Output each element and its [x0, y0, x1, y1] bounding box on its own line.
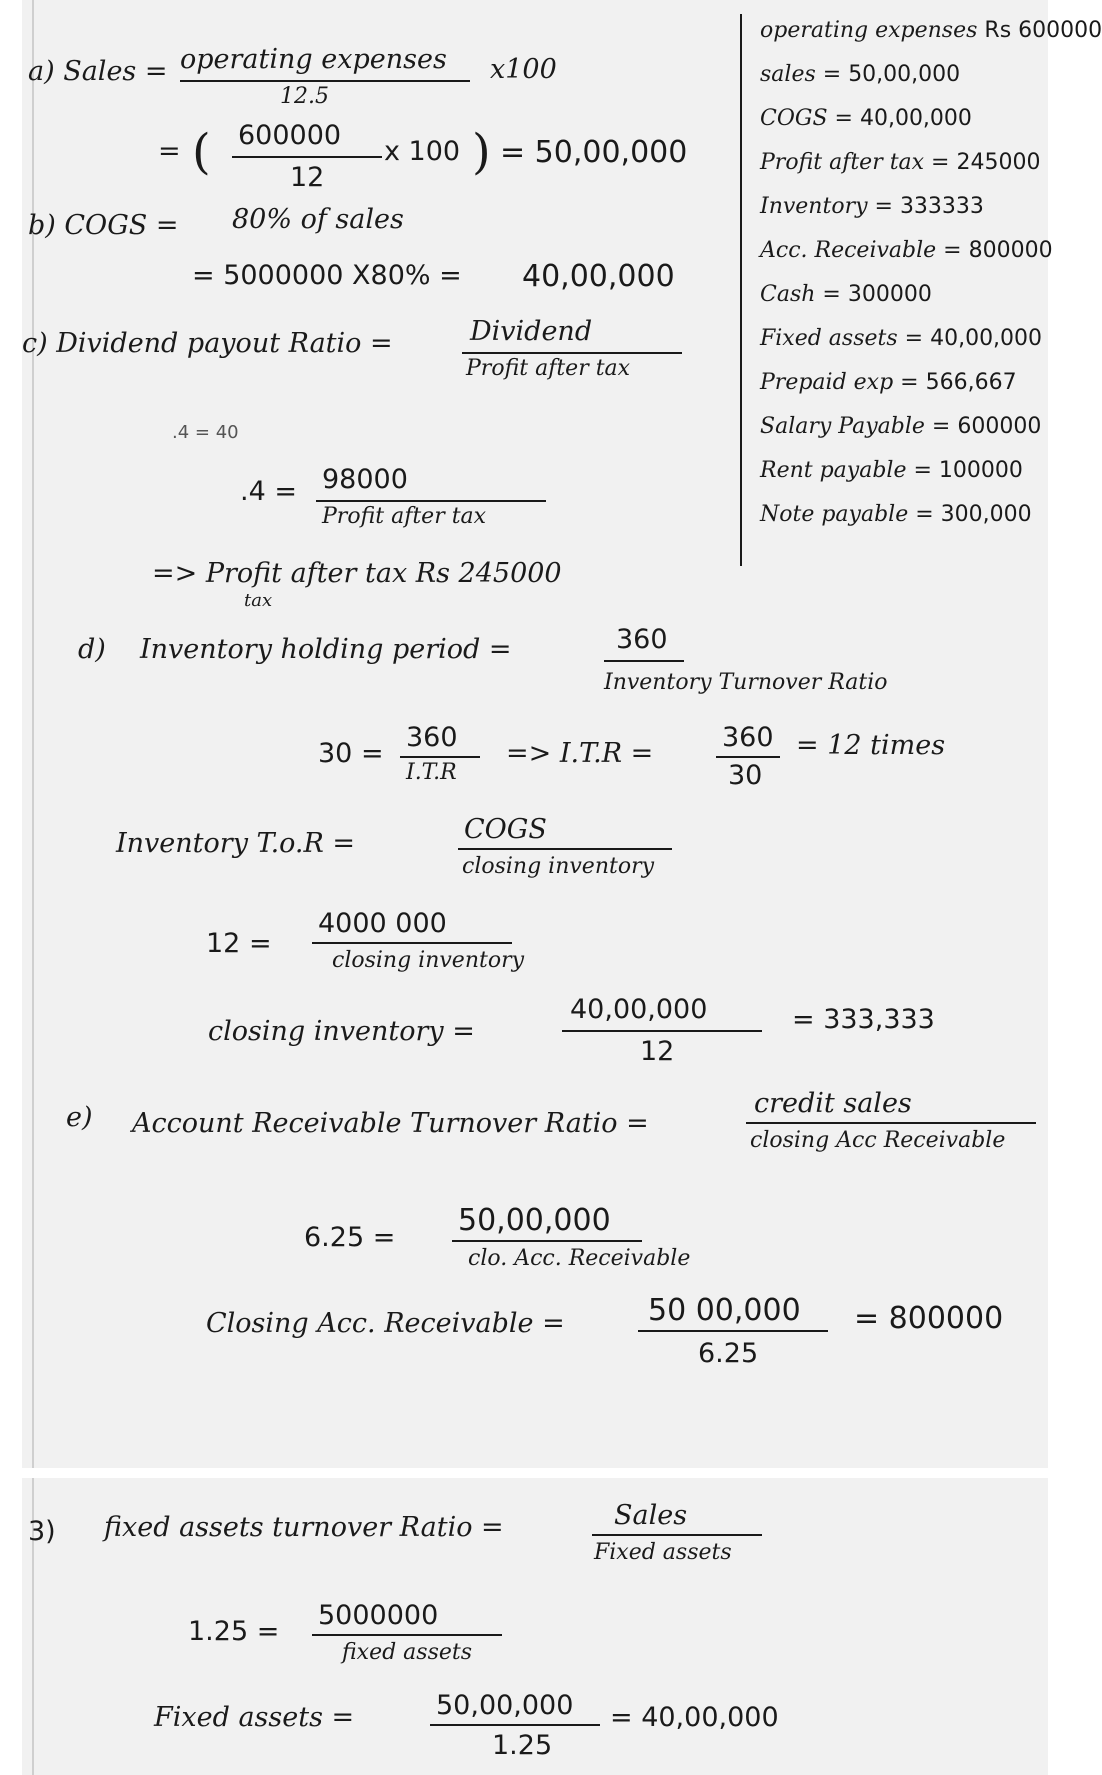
summary-item-label: Inventory = — [760, 194, 893, 219]
part-e-line3-denominator: 6.25 — [698, 1338, 759, 1369]
summary-item-label: Rent payable = — [760, 458, 932, 483]
summary-item — [760, 504, 1032, 526]
part-e-line3-lhs: Closing Acc. Receivable = — [206, 1308, 565, 1339]
part-d-line2-lhs: 30 = — [318, 738, 384, 769]
part-e-line2-numerator: 50,00,000 — [458, 1203, 611, 1238]
part-d-line5-bar — [562, 1030, 762, 1032]
part-a-numerator: operating expenses — [180, 44, 447, 75]
summary-item — [760, 152, 1040, 174]
part-3-line3-numerator: 50,00,000 — [436, 1690, 574, 1721]
summary-item — [760, 416, 1041, 438]
summary-divider — [740, 14, 742, 566]
summary-item-value: 600000 — [957, 414, 1042, 439]
part-b-text: 80% of sales — [232, 204, 404, 235]
part-a-line2-multiplier: x 100 — [384, 136, 461, 167]
part-d-line3-denominator: closing inventory — [462, 854, 655, 879]
part-3-line3-bar — [430, 1724, 600, 1726]
part-c-numerator: Dividend — [470, 316, 593, 347]
summary-item-label: Acc. Receivable = — [760, 238, 962, 263]
part-d-line4-numerator: 4000 000 — [318, 908, 447, 939]
part-e-line1-numerator: credit sales — [754, 1088, 912, 1119]
summary-item-value: 50,00,000 — [848, 62, 961, 87]
part-d-line4-denominator: closing inventory — [332, 948, 525, 973]
part-d-line3-numerator: COGS — [464, 814, 547, 845]
part-a-denominator: 12.5 — [280, 84, 329, 109]
summary-item — [760, 328, 1042, 350]
summary-item-value: 300,000 — [940, 502, 1032, 527]
part-b-calc: = 5000000 X80% = — [192, 260, 462, 291]
part-e-line2-denominator: clo. Acc. Receivable — [468, 1246, 691, 1271]
summary-item — [760, 372, 1017, 394]
part-a-close-paren: ) — [472, 124, 491, 180]
part-d-line5-denominator: 12 — [640, 1036, 675, 1067]
summary-item-label: Profit after tax = — [760, 150, 950, 175]
part-e-line1-denominator: closing Acc Receivable — [750, 1128, 1006, 1153]
part-3-line2-numerator: 5000000 — [318, 1600, 439, 1631]
part-d-line3-lhs: Inventory T.o.R = — [116, 828, 356, 859]
part-3-line2-denominator: fixed assets — [342, 1640, 473, 1665]
part-a-line2-bar — [232, 156, 382, 158]
part-d-line4-lhs: 12 = — [206, 928, 272, 959]
summary-item-value: 566,667 — [925, 370, 1017, 395]
summary-item-value: 800000 — [968, 238, 1053, 263]
part-d-label: d) — [78, 634, 106, 665]
part-d-line3-bar — [458, 848, 672, 850]
part-d-line2-bar — [400, 756, 480, 758]
summary-item — [760, 64, 960, 86]
part-e-line1-lhs: Account Receivable Turnover Ratio = — [132, 1108, 649, 1139]
part-a-multiplier: x100 — [490, 54, 557, 85]
summary-item-value: 333333 — [899, 194, 984, 219]
part-e-line2-bar — [452, 1240, 642, 1242]
part-3-line3-lhs: Fixed assets = — [154, 1702, 355, 1733]
part-d-line1-lhs: Inventory holding period = — [140, 634, 512, 665]
part-e-line3-bar — [638, 1330, 828, 1332]
summary-item-label: COGS = — [760, 106, 853, 131]
part-c-line2-bar — [316, 500, 546, 502]
summary-item-value: 100000 — [938, 458, 1023, 483]
notebook-page-2 — [22, 1478, 1048, 1775]
part-a-line2-denominator: 12 — [290, 162, 325, 193]
part-c-line2-lhs: .4 = — [240, 476, 297, 507]
summary-item — [760, 20, 1102, 42]
part-3-line1-bar — [592, 1534, 762, 1536]
part-3-line3-result: = 40,00,000 — [610, 1702, 779, 1733]
part-c-label: c) Dividend payout Ratio = — [22, 328, 393, 359]
summary-item-label: Salary Payable = — [760, 414, 951, 439]
part-d-line2-numerator: 360 — [406, 722, 458, 753]
part-d-line2-denominator: I.T.R — [406, 760, 457, 785]
part-c-tax-subscript: tax — [244, 590, 273, 611]
part-a-open-paren: ( — [192, 124, 211, 180]
part-a-line2-numerator: 600000 — [238, 120, 342, 151]
part-a-label: a) Sales = — [28, 56, 168, 87]
part-d-line5-numerator: 40,00,000 — [570, 994, 708, 1025]
part-d-line2-numerator2: 360 — [722, 722, 774, 753]
part-b-result: 40,00,000 — [522, 259, 675, 294]
part-3-line1-numerator: Sales — [614, 1500, 688, 1531]
part-a-fraction-bar — [180, 80, 470, 82]
summary-item-label: Fixed assets = — [760, 326, 924, 351]
part-d-line2-mid: => I.T.R = — [506, 738, 654, 769]
summary-item — [760, 108, 972, 130]
part-c-fraction-bar — [462, 352, 682, 354]
part-e-line3-numerator: 50 00,000 — [648, 1293, 801, 1328]
summary-item-value: 245000 — [956, 150, 1041, 175]
part-e-line2-lhs: 6.25 = — [304, 1222, 396, 1253]
part-3-line2-bar — [312, 1634, 502, 1636]
summary-item-label: Cash = — [760, 282, 841, 307]
summary-item-value: Rs 600000 — [984, 18, 1102, 43]
part-d-line5-lhs: closing inventory = — [208, 1016, 475, 1047]
part-e-line3-result: = 800000 — [854, 1301, 1004, 1336]
summary-item — [760, 240, 1053, 262]
summary-item-value: 300000 — [847, 282, 932, 307]
part-d-line1-denominator: Inventory Turnover Ratio — [604, 670, 888, 695]
part-d-line5-result: = 333,333 — [792, 1004, 935, 1035]
part-d-line1-bar — [604, 660, 684, 662]
part-d-line2-denominator2: 30 — [728, 760, 763, 791]
summary-item — [760, 460, 1023, 482]
summary-item-label: operating expenses — [760, 18, 978, 43]
summary-item-label: Prepaid exp = — [760, 370, 919, 395]
part-c-scratch: .4 = 40 — [172, 422, 239, 443]
summary-item — [760, 196, 984, 218]
part-3-label: 3) — [28, 1516, 56, 1547]
part-d-line2-bar2 — [716, 756, 780, 758]
summary-item-label: Note payable = — [760, 502, 934, 527]
part-a-result: = 50,00,000 — [500, 135, 688, 170]
summary-item-value: 40,00,000 — [930, 326, 1043, 351]
part-c-profit-after-tax: => Profit after tax Rs 245000 — [152, 558, 562, 589]
part-b-label: b) COGS = — [28, 210, 179, 241]
part-d-line1-numerator: 360 — [616, 624, 668, 655]
part-3-line3-denominator: 1.25 — [492, 1730, 553, 1761]
part-a-equals: = — [158, 136, 181, 167]
part-d-line2-result: = 12 times — [796, 730, 946, 761]
part-3-line1-denominator: Fixed assets — [594, 1540, 732, 1565]
summary-item — [760, 284, 932, 306]
part-3-line2-lhs: 1.25 = — [188, 1616, 280, 1647]
notebook-page-1 — [22, 0, 1102, 1468]
part-3-line1-lhs: fixed assets turnover Ratio = — [104, 1512, 504, 1543]
part-d-line4-bar — [312, 942, 512, 944]
part-e-line1-bar — [746, 1122, 1036, 1124]
summary-item-label: sales = — [760, 62, 842, 87]
summary-item-value: 40,00,000 — [859, 106, 972, 131]
part-c-line2-numerator: 98000 — [322, 464, 408, 495]
part-e-label: e) — [66, 1102, 93, 1133]
part-c-denominator: Profit after tax — [466, 356, 631, 381]
part-c-line2-denominator: Profit after tax — [322, 504, 487, 529]
